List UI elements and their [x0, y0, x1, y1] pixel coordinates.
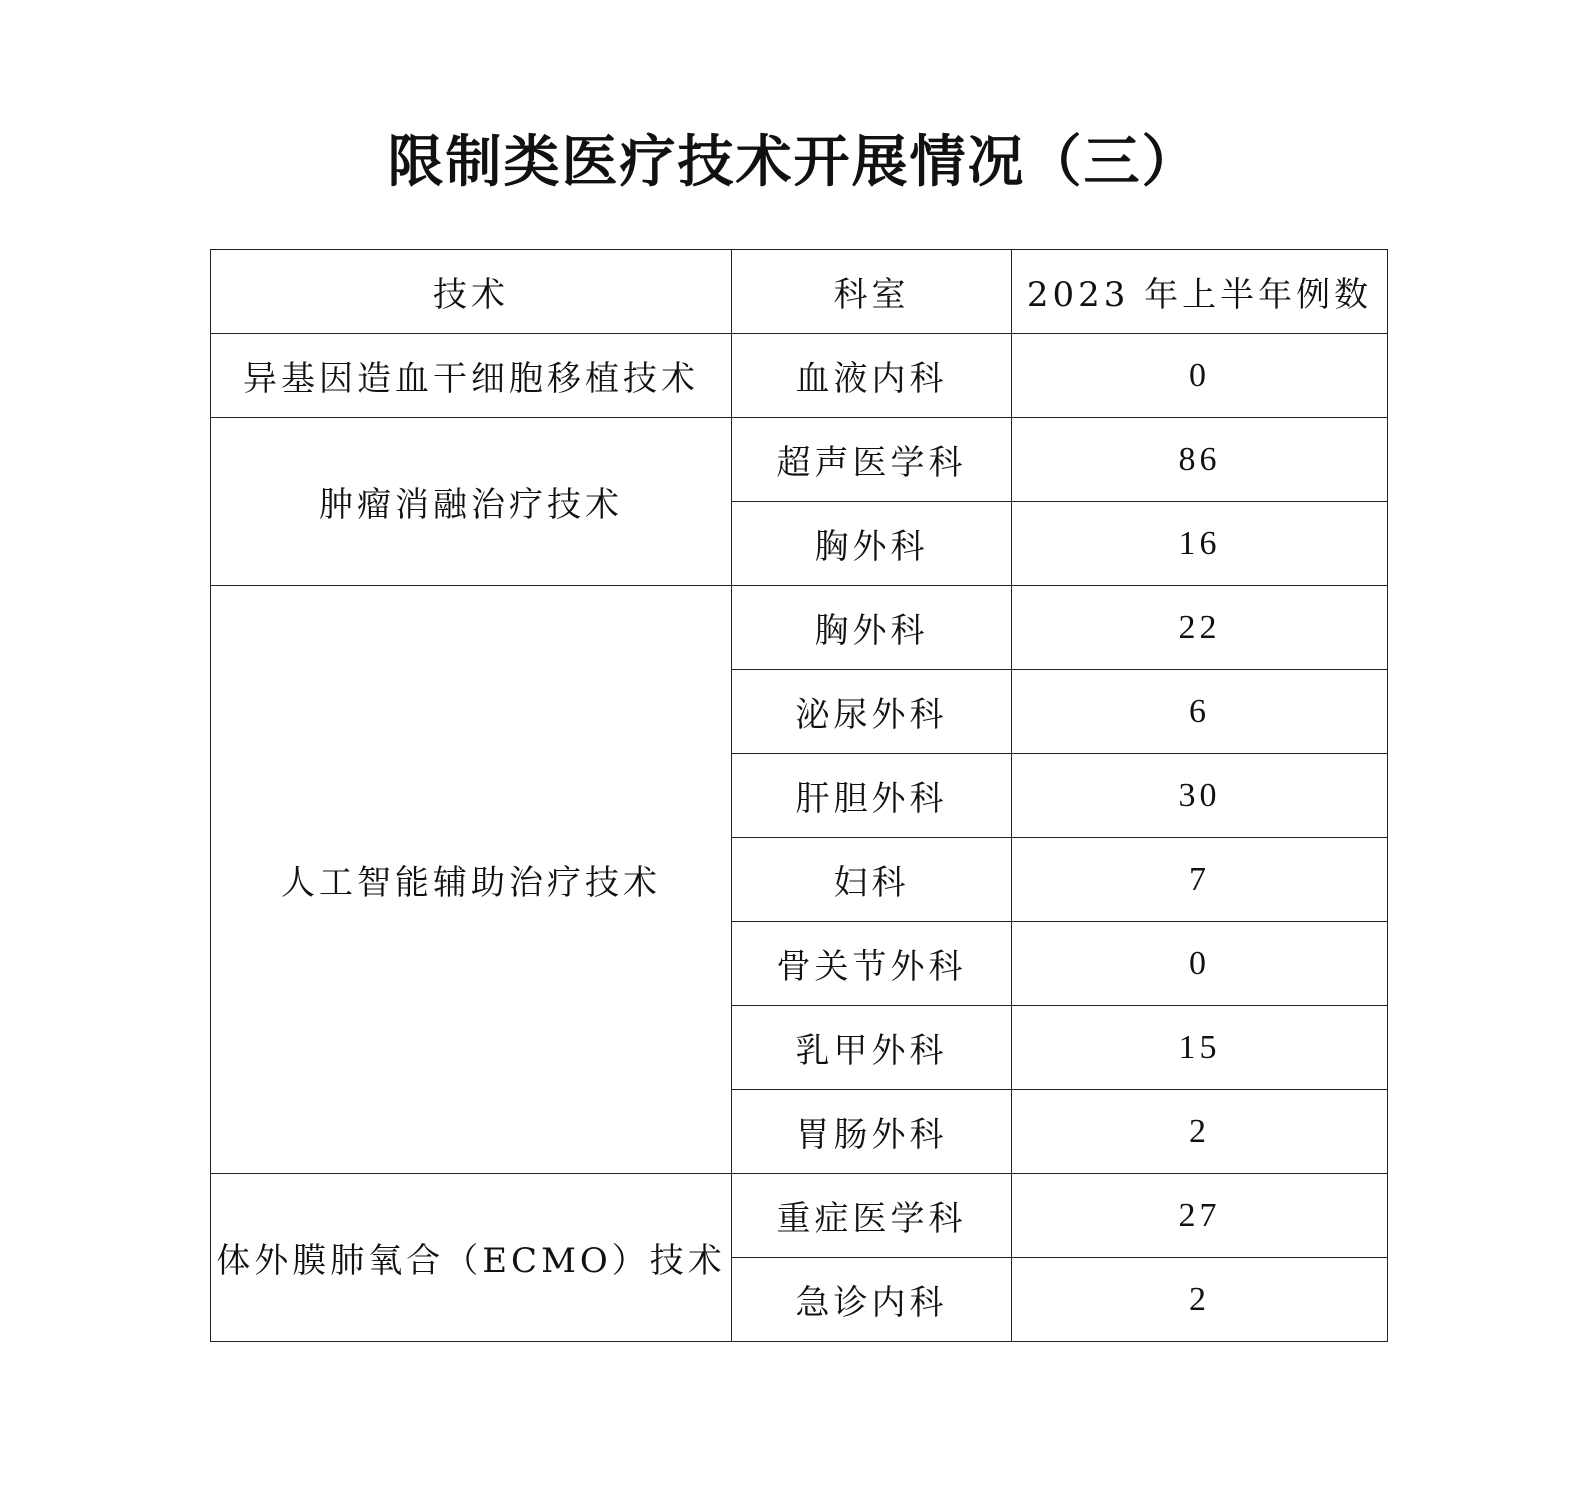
- department-cell: 乳甲外科: [732, 1006, 1012, 1090]
- department-cell: 胸外科: [732, 586, 1012, 670]
- department-cell: 肝胆外科: [732, 754, 1012, 838]
- count-cell: 27: [1012, 1174, 1388, 1258]
- count-cell: 6: [1012, 670, 1388, 754]
- count-cell: 0: [1012, 334, 1388, 418]
- page-title: 限制类医疗技术开展情况（三）: [387, 130, 1200, 195]
- count-cell: 86: [1012, 418, 1388, 502]
- department-cell: 胸外科: [732, 502, 1012, 586]
- count-cell: 2: [1012, 1258, 1388, 1342]
- data-table: [210, 249, 1388, 1342]
- table-row: [211, 418, 1388, 502]
- count-cell: 15: [1012, 1006, 1388, 1090]
- count-cell: 30: [1012, 754, 1388, 838]
- technology-cell: 异基因造血干细胞移植技术: [211, 334, 732, 418]
- count-cell: 22: [1012, 586, 1388, 670]
- header-department: 科室: [732, 250, 1012, 334]
- count-cell: 2: [1012, 1090, 1388, 1174]
- table-row: [211, 1174, 1388, 1258]
- department-cell: 胃肠外科: [732, 1090, 1012, 1174]
- department-cell: 血液内科: [732, 334, 1012, 418]
- department-cell: 超声医学科: [732, 418, 1012, 502]
- count-cell: 0: [1012, 922, 1388, 1006]
- count-cell: 7: [1012, 838, 1388, 922]
- department-cell: 重症医学科: [732, 1174, 1012, 1258]
- technology-cell: 肿瘤消融治疗技术: [211, 418, 732, 586]
- table-row: [211, 334, 1388, 418]
- count-cell: 16: [1012, 502, 1388, 586]
- department-cell: 妇科: [732, 838, 1012, 922]
- department-cell: 泌尿外科: [732, 670, 1012, 754]
- department-cell: 急诊内科: [732, 1258, 1012, 1342]
- table-header-row: [211, 250, 1388, 334]
- technology-cell: 人工智能辅助治疗技术: [211, 586, 732, 1174]
- table-row: [211, 586, 1388, 670]
- header-technology: 技术: [211, 250, 732, 334]
- department-cell: 骨关节外科: [732, 922, 1012, 1006]
- header-count: 2023 年上半年例数: [1012, 250, 1388, 334]
- technology-cell: 体外膜肺氧合（ECMO）技术: [211, 1174, 732, 1342]
